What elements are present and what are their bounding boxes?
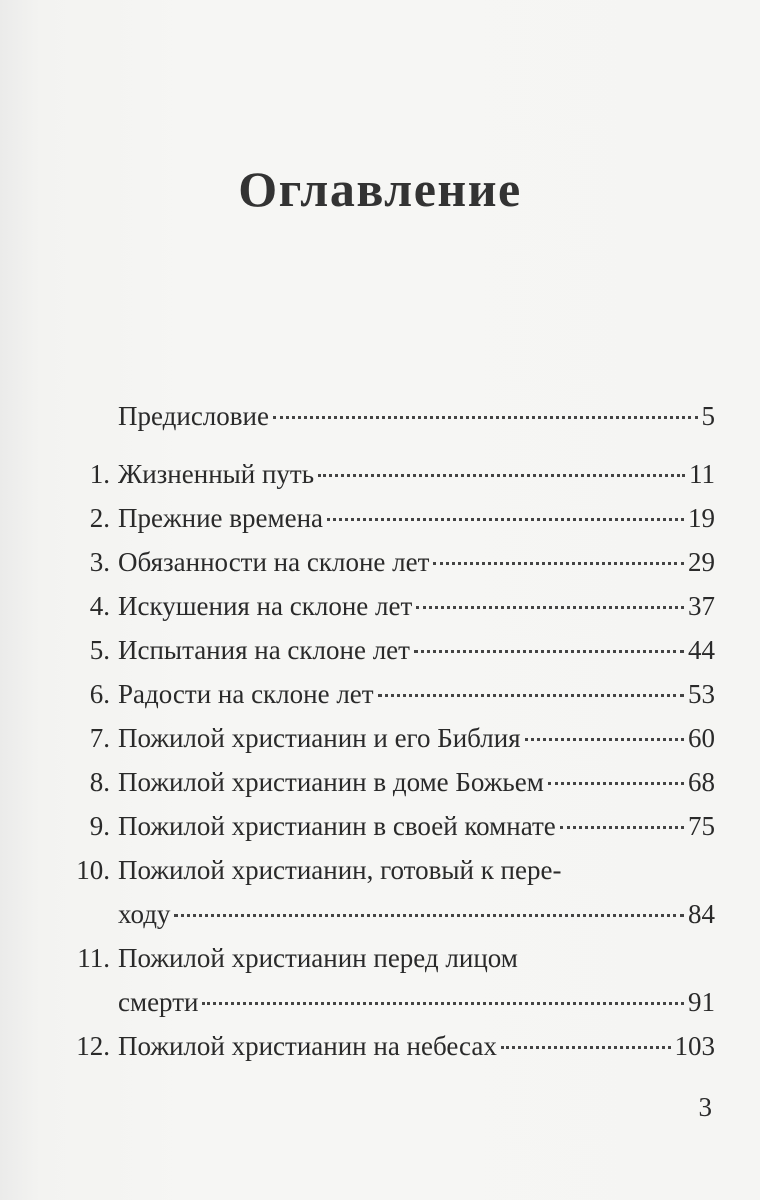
toc-page-number: 75 (688, 811, 715, 841)
toc-entry-number: 6. (89, 679, 110, 709)
dot-leader (433, 562, 684, 565)
toc-entry-body (118, 454, 715, 494)
toc-entry-number: 11. (77, 943, 110, 973)
toc-entry-title: Жизненный путь (118, 459, 315, 489)
toc-entry-title: ходу (118, 899, 171, 929)
toc-page-number: 103 (674, 1031, 715, 1061)
dot-leader (202, 1002, 684, 1005)
dot-leader (501, 1046, 671, 1049)
toc-entry-line (118, 542, 715, 582)
toc-entry-line (118, 982, 715, 1022)
toc-entry-number: 10. (76, 855, 110, 885)
toc-entry (60, 586, 715, 630)
dot-leader (174, 914, 684, 917)
toc-entry (60, 542, 715, 586)
toc-entry-number: 2. (89, 503, 110, 533)
toc-entry-body (118, 762, 715, 802)
toc-entry-number: 12. (76, 1031, 110, 1061)
toc-page-number: 44 (688, 635, 715, 665)
toc-entry (60, 396, 715, 440)
toc-entry-body (118, 542, 715, 582)
toc-entry-body (118, 718, 715, 758)
toc-entry-line (118, 674, 715, 714)
toc-entry-line (118, 396, 715, 436)
toc-entry-title: Пожилой христианин на небесах (118, 1031, 497, 1061)
toc-entry (60, 674, 715, 718)
toc-entry-title: Испытания на склоне лет (118, 635, 410, 665)
toc-entry-body (118, 396, 715, 436)
toc-entry-number: 8. (89, 767, 110, 797)
toc-entry-number: 7. (89, 723, 110, 753)
page-number: 3 (698, 1092, 712, 1122)
toc-entry-line (118, 806, 715, 846)
dot-leader (525, 738, 684, 741)
toc-entry-body (118, 850, 715, 934)
toc-entry-line (118, 1026, 715, 1066)
toc-entry-number: 9. (89, 811, 110, 841)
toc-entry-title: смерти (118, 987, 199, 1017)
toc-entry-line (118, 454, 715, 494)
toc-entry-body (118, 498, 715, 538)
toc-entry-title: Прежние времена (118, 503, 324, 533)
dot-leader (560, 826, 684, 829)
toc-entry (60, 718, 715, 762)
toc-page-number: 5 (701, 401, 715, 431)
toc-entry-title: Обязанности на склоне лет (118, 547, 430, 577)
toc-entry-body (118, 806, 715, 846)
toc-entry-body (118, 938, 715, 1022)
toc-page-number: 53 (688, 679, 715, 709)
toc-page-number: 19 (688, 503, 715, 533)
toc-page-number: 11 (689, 459, 715, 489)
toc-page-number: 37 (688, 591, 715, 621)
toc-entry-line (118, 850, 715, 890)
toc-entry (60, 498, 715, 542)
toc-entry-number: 5. (89, 635, 110, 665)
toc-entry-number: 1. (89, 459, 110, 489)
toc-entry-title: Пожилой христианин и его Библия (118, 723, 521, 753)
toc-entry-line (118, 718, 715, 758)
toc-entry (60, 806, 715, 850)
toc-page-number: 91 (688, 987, 715, 1017)
toc-entry-title: Предисловие (118, 401, 269, 431)
toc-entry (60, 630, 715, 674)
toc-entry-title: Пожилой христианин в доме Божьем (118, 767, 544, 797)
toc-page-number: 60 (688, 723, 715, 753)
toc-entry-title: Пожилой христианин в своей комнате (118, 811, 556, 841)
toc-entry-body (118, 630, 715, 670)
toc-entry-line (118, 762, 715, 802)
toc-entry (60, 850, 715, 938)
toc-entry (60, 938, 715, 1026)
toc-entry-title: Искушения на склоне лет (118, 591, 413, 621)
dot-leader (378, 694, 684, 697)
toc-entry-line (118, 938, 715, 978)
toc-entry-title: Пожилой христианин, готовый к пере- (118, 855, 562, 885)
toc-entry-line (118, 894, 715, 934)
dot-leader (414, 650, 684, 653)
toc-entry-body (118, 1026, 715, 1066)
dot-leader (416, 606, 684, 609)
dot-leader (318, 474, 685, 477)
toc-entry-line (118, 498, 715, 538)
toc-entry-body (118, 586, 715, 626)
toc-entry-line (118, 586, 715, 626)
toc-entry-title: Радости на склоне лет (118, 679, 374, 709)
toc-entry-line (118, 630, 715, 670)
toc-page-number: 68 (688, 767, 715, 797)
dot-leader (327, 518, 684, 521)
toc-entry-number: 4. (89, 591, 110, 621)
toc-entry (60, 454, 715, 498)
dot-leader (273, 416, 698, 419)
toc-entry-body (118, 674, 715, 714)
toc-entry-number: 3. (89, 547, 110, 577)
toc-entry (60, 1026, 715, 1070)
toc-page-number: 29 (688, 547, 715, 577)
page-title: Оглавление (238, 161, 522, 217)
dot-leader (548, 782, 684, 785)
toc-entry-title: Пожилой христианин перед лицом (118, 943, 518, 973)
toc-entry (60, 762, 715, 806)
toc-page-number: 84 (688, 899, 715, 929)
